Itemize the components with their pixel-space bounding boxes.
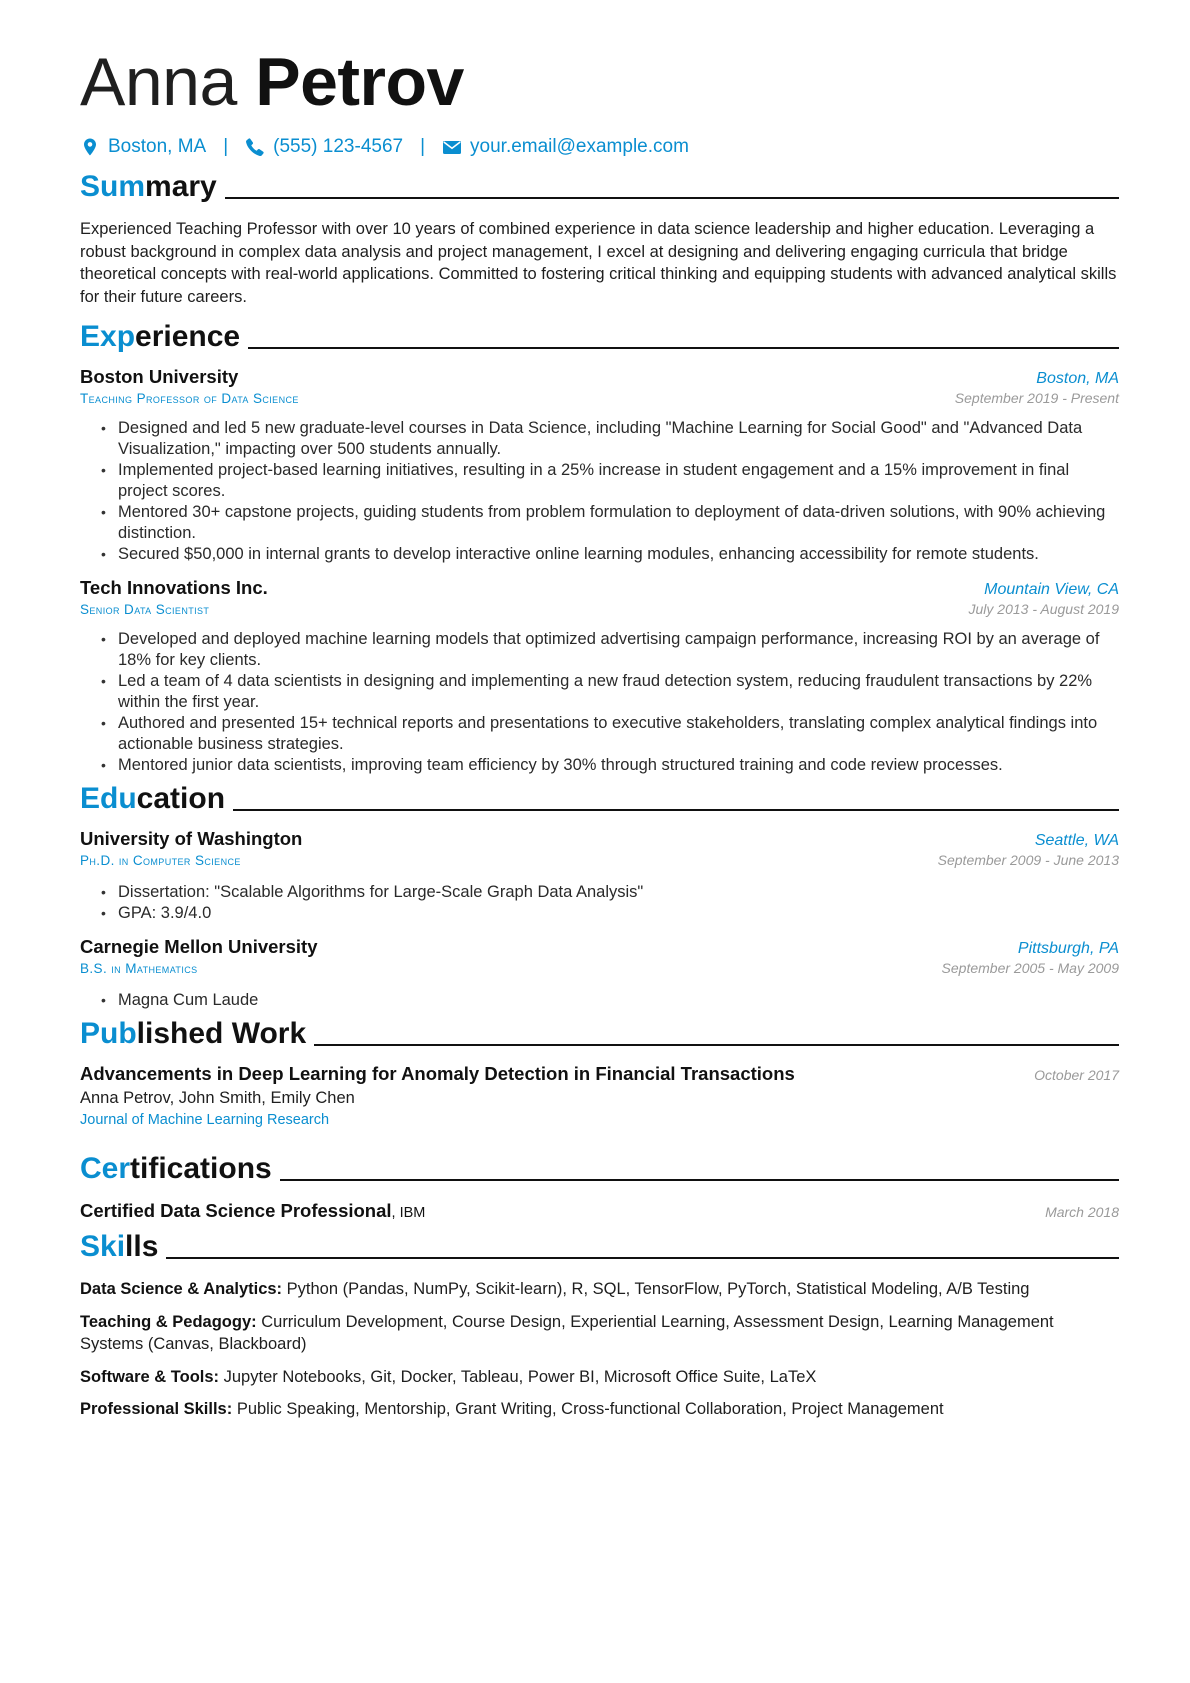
phone-icon <box>245 137 265 157</box>
publication-title: Advancements in Deep Learning for Anomaly Detection in Financial Transactions <box>80 1063 795 1084</box>
section-rule <box>166 1257 1119 1259</box>
entry-organization: Tech Innovations Inc. <box>80 577 268 598</box>
published-section-header <box>80 1017 1119 1051</box>
list-item: • Mentored 30+ capstone projects, guiding students from problem formulation to deployment of data-driven solutions, with 90% achieving distinction. <box>118 502 1119 544</box>
entry-role: Senior Data Scientist <box>80 602 210 617</box>
skill-line <box>80 1366 1119 1389</box>
entry-dates: September 2009 - June 2013 <box>937 852 1119 868</box>
list-item: • Magna Cum Laude <box>118 990 1119 1011</box>
skill-line <box>80 1311 1119 1356</box>
skill-value: Public Speaking, Mentorship, Grant Writing, Cross-functional Collaboration, Project Management <box>232 1400 944 1418</box>
certification-date: March 2018 <box>1045 1204 1119 1220</box>
list-item: • Mentored junior data scientists, improving team efficiency by 30% through structured training and code review processes. <box>118 755 1119 776</box>
entry-dates: July 2013 - August 2019 <box>968 601 1119 617</box>
education-entry <box>80 936 1119 1011</box>
list-item: • Dissertation: "Scalable Algorithms for Large-Scale Graph Data Analysis" <box>118 882 1119 903</box>
entry-dates: September 2005 - May 2009 <box>941 960 1119 976</box>
experience-entry <box>80 366 1119 565</box>
publication-date: October 2017 <box>1034 1067 1119 1083</box>
skill-label: Professional Skills: <box>80 1400 233 1418</box>
list-item: • Developed and deployed machine learning models that optimized advertising campaign performance, increasing ROI by an average of 18% for key clients. <box>118 629 1119 671</box>
entry-role: Teaching Professor of Data Science <box>80 391 299 406</box>
list-item: • Authored and presented 15+ technical reports and presentations to executive stakeholders, translating complex analytical findings into actionable business strategies. <box>118 713 1119 755</box>
skill-label: Teaching & Pedagogy: <box>80 1312 257 1331</box>
list-item: • Led a team of 4 data scientists in designing and implementing a new fraud detection system, reducing fraudulent transactions by 22% within the first year. <box>118 671 1119 713</box>
publication-authors: Anna Petrov, John Smith, Emily Chen <box>80 1089 355 1107</box>
candidate-name <box>80 42 1119 122</box>
section-rule <box>248 347 1119 349</box>
last-name: Petrov <box>255 44 464 120</box>
list-item: • Secured $50,000 in internal grants to develop interactive online learning modules, enhancing accessibility for remote students. <box>118 544 1119 565</box>
list-item: • Designed and led 5 new graduate-level courses in Data Science, including "Machine Learning for Social Good" and "Advanced Data Visualization," impacting over 500 students annually. <box>118 418 1119 460</box>
entry-bullet-list <box>80 418 1119 565</box>
location-text: Boston, MA <box>108 136 207 157</box>
resume-page <box>80 0 1119 1421</box>
education-entry <box>80 828 1119 924</box>
list-item: • GPA: 3.9/4.0 <box>118 903 1119 924</box>
entry-organization: Carnegie Mellon University <box>80 936 318 957</box>
contact-phone[interactable] <box>245 134 403 160</box>
skill-label: Software & Tools: <box>80 1367 220 1386</box>
certifications-section-header <box>80 1152 1119 1186</box>
experience-section-header <box>80 320 1119 354</box>
section-title: Published Work <box>80 1017 307 1050</box>
publication-journal: Journal of Machine Learning Research <box>80 1112 330 1128</box>
skill-value: Jupyter Notebooks, Git, Docker, Tableau, Power BI, Microsoft Office Suite, LaTeX <box>219 1367 817 1386</box>
entry-dates: September 2019 - Present <box>954 390 1119 406</box>
section-title: Skills <box>80 1230 159 1263</box>
phone-text: (555) 123-4567 <box>273 136 404 157</box>
first-name: Anna <box>80 44 237 120</box>
entry-location: Seattle, WA <box>1034 832 1119 849</box>
publication-entry <box>80 1063 1119 1128</box>
location-pin-icon <box>80 137 100 157</box>
skill-value: Python (Pandas, NumPy, Scikit-learn), R, SQL, TensorFlow, PyTorch, Statistical Modeling, A/B Testing <box>282 1280 1030 1298</box>
skills-section-header <box>80 1230 1119 1264</box>
contact-location <box>80 134 206 160</box>
section-rule <box>225 197 1119 199</box>
email-link[interactable]: your.email@example.com <box>470 136 689 157</box>
entry-bullet-list <box>80 990 1119 1011</box>
entry-location: Mountain View, CA <box>984 581 1119 598</box>
skill-line <box>80 1398 1119 1421</box>
skill-label: Data Science & Analytics: <box>80 1280 283 1298</box>
skill-line <box>80 1278 1119 1301</box>
entry-role: B.S. in Mathematics <box>80 961 198 976</box>
section-title: Certifications <box>80 1152 272 1185</box>
entry-bullet-list <box>80 629 1119 776</box>
entry-location: Boston, MA <box>1036 370 1119 387</box>
section-title: Education <box>80 782 226 815</box>
section-rule <box>280 1179 1119 1181</box>
section-rule <box>314 1044 1119 1046</box>
section-rule <box>233 809 1119 811</box>
experience-entry <box>80 577 1119 776</box>
certification-issuer: , IBM <box>391 1205 426 1221</box>
education-section-header <box>80 782 1119 816</box>
list-item: • Implemented project-based learning initiatives, resulting in a 25% increase in student engagement and a 15% improvement in final project scores. <box>118 460 1119 502</box>
entry-bullet-list <box>80 882 1119 924</box>
envelope-icon <box>442 137 462 157</box>
entry-organization: Boston University <box>80 366 239 387</box>
contact-separator: | <box>420 136 426 157</box>
contact-separator: | <box>223 136 229 157</box>
certification-name: Certified Data Science Professional <box>80 1200 392 1221</box>
skill-value: Curriculum Development, Course Design, Experiential Learning, Assessment Design, Learning Management Systems (Canvas, Blackboard) <box>80 1312 1054 1353</box>
section-title: Summary <box>80 170 217 203</box>
summary-section-header <box>80 170 1119 204</box>
summary-text: Experienced Teaching Professor with over 10 years of combined experience in data science leadership and higher education. Leveraging a robust background in complex data analysis and project management, I excel at designing and delivering engaging curricula that bridge theoretical concepts with real-world applications. Committed to fostering critical thinking and equipping students with advanced analytical skills for their future careers. <box>80 220 1117 306</box>
entry-organization: University of Washington <box>80 828 303 849</box>
section-title: Experience <box>80 320 241 353</box>
certification-entry <box>80 1200 1119 1222</box>
entry-location: Pittsburgh, PA <box>1017 940 1119 957</box>
contact-bar <box>80 134 1119 160</box>
entry-role: Ph.D. in Computer Science <box>80 853 241 868</box>
contact-email[interactable] <box>442 134 689 160</box>
